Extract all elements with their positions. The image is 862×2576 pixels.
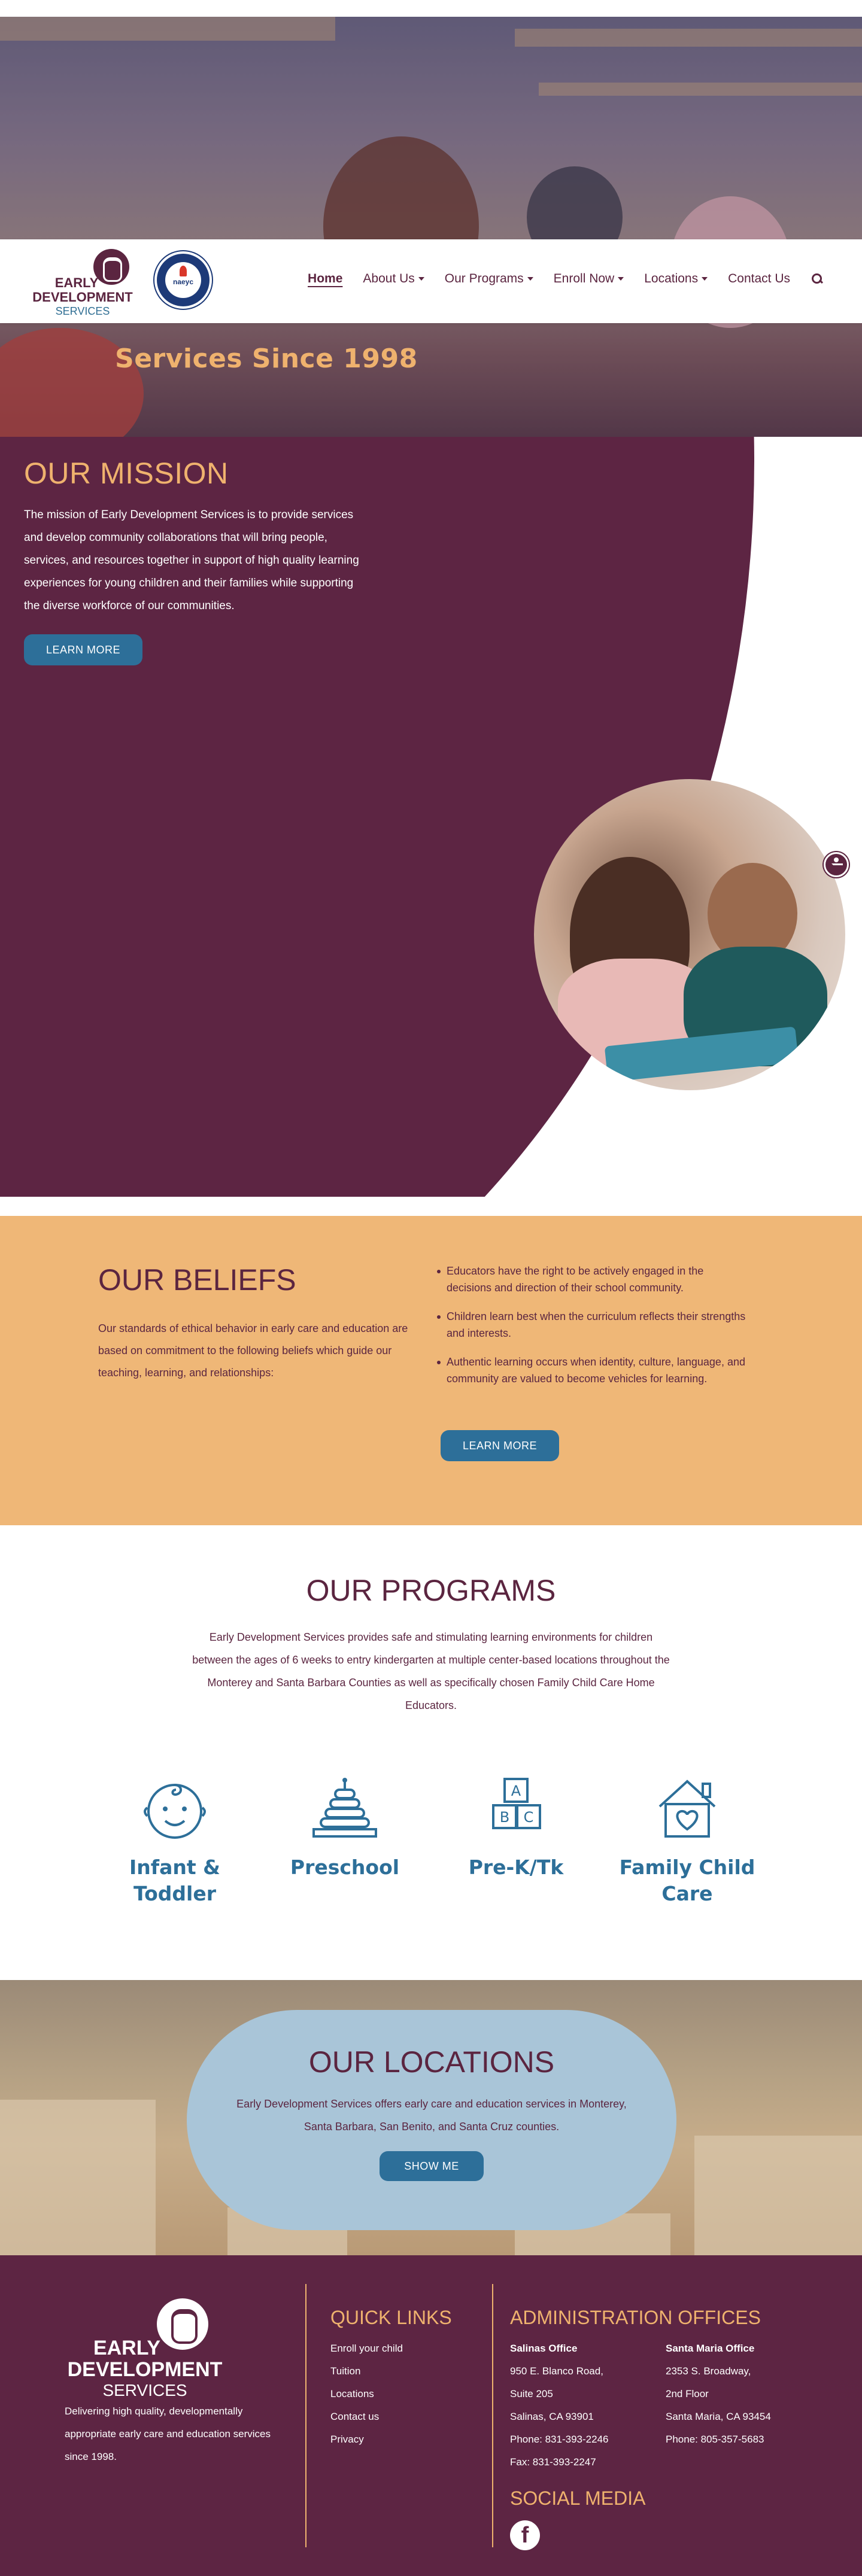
- nav-label: Our Programs: [444, 272, 524, 285]
- nav-item-contact-us[interactable]: [728, 272, 790, 286]
- office-name: Santa Maria Office: [666, 2343, 755, 2354]
- aerial-building: [0, 2100, 156, 2255]
- office-line: Suite 205: [510, 2388, 553, 2399]
- logo-line-2: DEVELOPMENT: [32, 290, 133, 305]
- quick-links-list: [330, 2337, 452, 2451]
- block-letter-a: A: [511, 1783, 521, 1799]
- logo-line-3: SERVICES: [55, 305, 110, 317]
- quick-link-privacy[interactable]: Privacy: [330, 2434, 364, 2445]
- site-header: [0, 239, 862, 323]
- beliefs-list-item: Educators have the right to be actively engaged in the decisions and direction of their school community.: [437, 1263, 748, 1296]
- beliefs-list: [437, 1263, 748, 1399]
- footer-logo-line-2: DEVELOPMENT: [67, 2358, 223, 2381]
- program-pre-k-tk[interactable]: [444, 1777, 588, 1881]
- locations-section: [0, 1980, 862, 2255]
- office-columns: [510, 2337, 821, 2474]
- program-label: Family Child Care: [619, 1856, 755, 1905]
- aerial-building: [694, 2136, 862, 2255]
- nav-label: About Us: [363, 272, 415, 285]
- beliefs-list-item: Children learn best when the curriculum reflects their strengths and interests.: [437, 1308, 748, 1342]
- beliefs-learn-more-button[interactable]: LEARN MORE: [441, 1430, 559, 1461]
- program-preschool[interactable]: [273, 1777, 417, 1881]
- office-salinas: [510, 2337, 642, 2474]
- program-label: Preschool: [290, 1856, 400, 1879]
- footer-logo-line-1: EARLY: [93, 2337, 161, 2359]
- program-label: Infant & Toddler: [129, 1856, 220, 1905]
- nav-label: Home: [308, 272, 343, 285]
- quick-link-tuition[interactable]: Tuition: [330, 2365, 361, 2377]
- beliefs-title: OUR BELIEFS: [98, 1263, 296, 1297]
- footer-logo-line-3: SERVICES: [102, 2381, 187, 2399]
- footer-divider: [492, 2284, 493, 2547]
- office-phone[interactable]: Phone: 805-357-5683: [666, 2434, 764, 2445]
- block-letter-c: C: [523, 1809, 534, 1826]
- naeyc-accreditation-badge: [154, 251, 212, 309]
- programs-intro: Early Development Services provides safe and stimulating learning environments for children between the ages of 6 weeks to entry kindergarten at multiple center-based locations throughout the Monterey and Santa Barbara Counties as well as specifically chosen Family Child Care Home Educators.: [192, 1631, 670, 1711]
- footer-description: Delivering high quality, developmentally appropriate early care and education services since 1998.: [65, 2405, 271, 2462]
- mission-text: The mission of Early Development Services is to provide services and develop community collaborations that will bring people, services, and resources together in support of high quality learning experiences for young children and their families while supporting the diverse workforce of our communities.: [24, 509, 359, 612]
- hero-tagline: Services Since 1998: [115, 343, 418, 374]
- stacking-rings-icon: [309, 1777, 381, 1842]
- accessibility-icon[interactable]: [824, 852, 849, 877]
- site-logo[interactable]: [29, 249, 136, 315]
- locations-text: Early Development Services offers early care and education services in Monterey, Santa Barbara, San Benito, and Santa Cruz counties.: [236, 2098, 627, 2133]
- mission-section: [24, 456, 371, 665]
- badge-flame-icon: [180, 266, 187, 276]
- children-photo: [534, 779, 845, 1090]
- caret-down-icon: [418, 277, 424, 281]
- office-name: Salinas Office: [510, 2343, 578, 2354]
- office-phone[interactable]: Phone: 831-393-2246: [510, 2434, 609, 2445]
- badge-text: naeyc: [172, 278, 194, 286]
- office-santa-maria: [666, 2337, 797, 2474]
- quick-link-enroll[interactable]: Enroll your child: [330, 2343, 403, 2354]
- beliefs-intro: Our standards of ethical behavior in early care and education are based on commitment to the following beliefs which guide our teaching, learning, and relationships:: [98, 1322, 408, 1379]
- locations-card: [187, 2010, 676, 2230]
- facebook-glyph: f: [521, 2523, 529, 2548]
- programs-section: [0, 1525, 862, 1980]
- program-label: Pre-K/Tk: [468, 1856, 564, 1879]
- house-heart-icon: [651, 1777, 723, 1842]
- nav-item-home[interactable]: [308, 272, 342, 286]
- nav-label: Enroll Now: [553, 272, 615, 285]
- nav-item-enroll-now[interactable]: [554, 272, 624, 286]
- program-infant-toddler[interactable]: [103, 1777, 247, 1907]
- mission-learn-more-button[interactable]: LEARN MORE: [24, 634, 142, 665]
- administration-offices: [510, 2307, 821, 2474]
- office-line: 2353 S. Broadway,: [666, 2365, 751, 2377]
- abc-blocks-icon: [480, 1777, 552, 1842]
- mission-title: OUR MISSION: [24, 457, 229, 490]
- social-media: [510, 2487, 645, 2550]
- search-icon[interactable]: [811, 272, 824, 285]
- office-fax: Fax: 831-393-2247: [510, 2456, 596, 2468]
- main-nav: [308, 272, 824, 286]
- programs-title: OUR PROGRAMS: [306, 1574, 556, 1607]
- logo-line-1: EARLY: [54, 275, 99, 290]
- program-family-child-care[interactable]: [615, 1777, 759, 1907]
- footer-divider: [305, 2284, 306, 2547]
- office-line: 2nd Floor: [666, 2388, 709, 2399]
- baby-face-icon: [139, 1777, 211, 1842]
- beliefs-list-item: Authentic learning occurs when identity, culture, language, and community are valued to become vehicles for learning.: [437, 1354, 748, 1387]
- quick-link-locations[interactable]: Locations: [330, 2388, 374, 2399]
- caret-down-icon: [702, 277, 708, 281]
- show-me-button[interactable]: SHOW ME: [380, 2151, 484, 2181]
- nav-label: Locations: [644, 272, 699, 285]
- beliefs-section: [0, 1216, 862, 1525]
- nav-item-about-us[interactable]: [363, 272, 424, 286]
- office-line: 950 E. Blanco Road,: [510, 2365, 603, 2377]
- quick-links: [330, 2307, 452, 2451]
- quick-link-contact[interactable]: Contact us: [330, 2411, 380, 2422]
- nav-label: Contact Us: [728, 272, 790, 285]
- site-footer: [0, 2255, 862, 2576]
- office-line: Salinas, CA 93901: [510, 2411, 594, 2422]
- locations-title: OUR LOCATIONS: [308, 2045, 555, 2079]
- caret-down-icon: [618, 277, 624, 281]
- quick-links-title: QUICK LINKS: [330, 2307, 452, 2328]
- admin-title: ADMINISTRATION OFFICES: [510, 2307, 761, 2328]
- caret-down-icon: [527, 277, 533, 281]
- nav-item-locations[interactable]: [644, 272, 708, 286]
- social-title: SOCIAL MEDIA: [510, 2487, 646, 2509]
- nav-item-our-programs[interactable]: [445, 272, 533, 286]
- facebook-icon[interactable]: [510, 2520, 540, 2550]
- hero-banner: [0, 17, 862, 437]
- office-line: Santa Maria, CA 93454: [666, 2411, 771, 2422]
- block-letter-b: B: [499, 1809, 510, 1826]
